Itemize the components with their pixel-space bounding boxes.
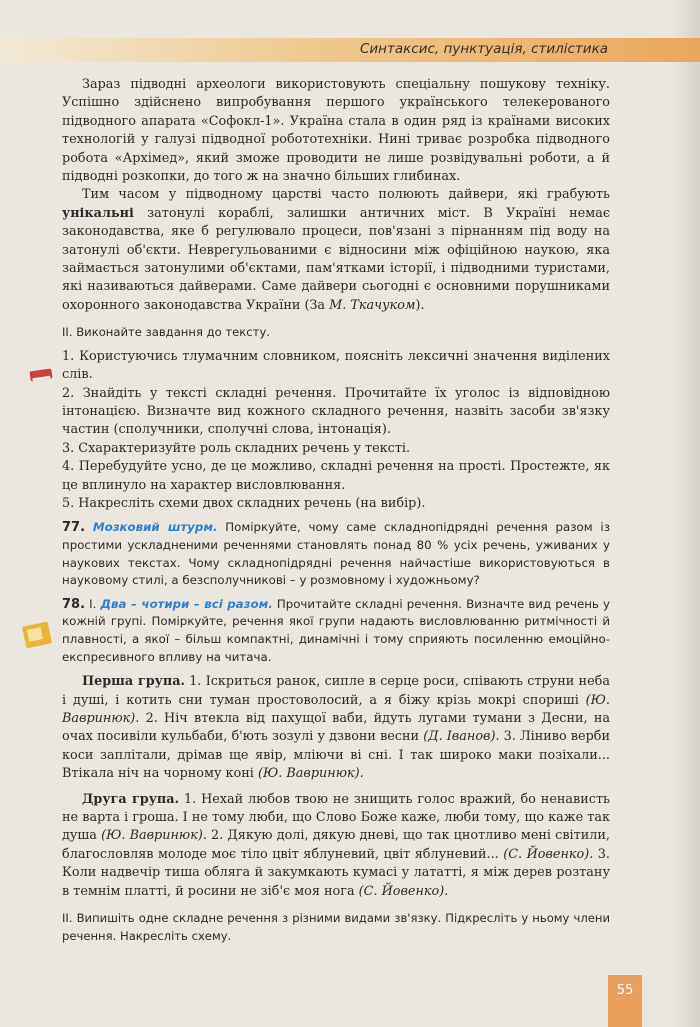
book-icon bbox=[29, 369, 52, 382]
task-heading: ІІ. Виконайте завдання до тексту. bbox=[62, 325, 270, 340]
task-item: 5. Накресліть схеми двох складних речень (на вибір). bbox=[62, 495, 426, 511]
highlighted-word: унікальні bbox=[62, 205, 134, 221]
group-title: Перша група. bbox=[82, 674, 185, 690]
exercise-77 bbox=[62, 519, 610, 589]
pencil-icon bbox=[22, 622, 52, 649]
group-title: Друга група. bbox=[82, 791, 180, 807]
exercise-78: 78. І. Два – чотири – всі разом. Прочитайте складні речення. Визначте вид речень у кожній групі. Поміркуйте, речення якої групи надають висловлюванню ритмічності й плавності, а якої – більш компактні, динамічні і тому сприяють посиленню емоційно-експресивного впливу на читача. bbox=[62, 596, 610, 664]
author: (Ю. Вавринюк). bbox=[101, 828, 207, 844]
task-item: 1. Користуючись тлумачним словником, поясніть лексичні значення виділених слів. bbox=[62, 348, 610, 383]
task-item: 4. Перебудуйте усно, де це можливо, складні речення на прості. Простежте, як це вплинуло на характер висловлювання. bbox=[62, 459, 610, 493]
page-number: 55 bbox=[616, 983, 634, 998]
author: (Ю. Вавринюк). bbox=[62, 692, 610, 726]
exercise-number: 78. bbox=[62, 596, 86, 612]
section-title: Синтаксис, пунктуація, стилістика bbox=[359, 41, 608, 57]
paragraph-2: Тим часом у підводному царстві часто полюють дайвери, які грабують унікальні затонулі кораблі, залишки античних міст. В Україні немає законодавства, яке б регулювало процеси, пов'язані з пірнанням під воду на затонулі об'єкти. Неврегульованими є відносини між офіційною наукою, яка займається затонулими об'єктами, пам'ятками історії, і підводними туристами, які називаються дайверами. Саме дайвери сьогодні є основними порушниками охоронного законодавства України (За М. Ткачуком). bbox=[62, 187, 610, 313]
task-item: 2. Знайдіть у тексті складні речення. Прочитайте їх уголос із відповідною інтонацією. Визначте вид кожного складного речення, назвіть засоби зв'язку частин (сполучники, сполучні слова, інтонація). bbox=[62, 385, 610, 438]
exercise-text: Поміркуйте, чому саме складнопідрядні речення разом із простими ускладненими реченнями становлять понад 80 % усіх речень, уживаних у наукових текстах. Чому складнопідрядні речення найчастіше використовуються в науковому стилі, а безсполучникові – у розмовному і художньому? bbox=[62, 520, 610, 588]
exercise-title: Мозковий штурм. bbox=[92, 520, 218, 535]
group-1: Перша група. 1. Іскриться ранок, сипле в серце роси, співають струни неба і душі, і котить сни туман простоволосий, а я біжу крізь мокрі спориші (Ю. Вавринюк). 2. Ніч втекла від пахущої ваби, йдуть лугами тумани з Десни, на очах посивіли кульбаби, б'ють зозулі у дзвони весни (Д. Іванов). 3. Ліниво верби коси заплітали, дрімав ще явір, мліючи ві сні. І так широко маки позіхали... Втікала ніч на чорному коні (Ю. Вавринюк). bbox=[62, 674, 610, 782]
page-edge-shadow bbox=[672, 0, 700, 1027]
author: (Д. Іванов). bbox=[423, 729, 500, 745]
task-item: 3. Схарактеризуйте роль складних речень у тексті. bbox=[62, 440, 411, 456]
page-content bbox=[62, 76, 610, 952]
author: (С. Йовенко). bbox=[503, 846, 594, 862]
exercise-text: Прочитайте складні речення. Визначте вид речень у кожній групі. Поміркуйте, речення якої групи надають висловлюванню ритмічності й плавності, а якої – більш компактні, динамічні і тому сприяють посиленню емоційно-експресивного впливу на читача. bbox=[62, 596, 610, 664]
paragraph-1: Зараз підводні археологи використовують спеціальну пошукову техніку. Успішно здійснено випробування першого українського телекерованого підводного апарата «Софокл-1». Україна стала в один ряд із країнами високих технологій у галузі підводної робототехніки. Нині триває розробка підводного робота «Архімед», який зможе проводити не лише розвідувальні роботи, а й підводні розкопки, до того ж на значно більших глибинах. bbox=[62, 77, 610, 185]
exercise-title: Два – чотири – всі разом. bbox=[100, 596, 273, 611]
author: (С. Йовенко). bbox=[358, 883, 449, 899]
task-list bbox=[62, 348, 610, 514]
exercise-number: 77. bbox=[62, 520, 86, 536]
author: (Ю. Вавринюк). bbox=[257, 766, 364, 782]
author: М. Ткачуком bbox=[329, 297, 416, 313]
exercise-78-part-2: ІІ. Випишіть одне складне речення з різними видами зв'язку. Підкресліть у ньому члени речення. Накресліть схему. bbox=[62, 910, 610, 944]
group-2: Друга група. 1. Нехай любов твою не знищить голос вражий, бо ненависть не варта і гроша. І не тому люби, що Слово Боже каже, люби тому, що каже так душа (Ю. Вавринюк). 2. Дякую долі, дякую дневі, що так цнотливо мені світили, благословляв молоде моє тіло цвіт яблуневий, цвіт яблуневий... (С. Йовенко). 3. Коли надвечір тиша обляга й закумкають кумасі у лататті, я між дерев розтану в темнім платті, й росини не зіб'є моя нога (С. Йовенко). bbox=[62, 791, 610, 899]
